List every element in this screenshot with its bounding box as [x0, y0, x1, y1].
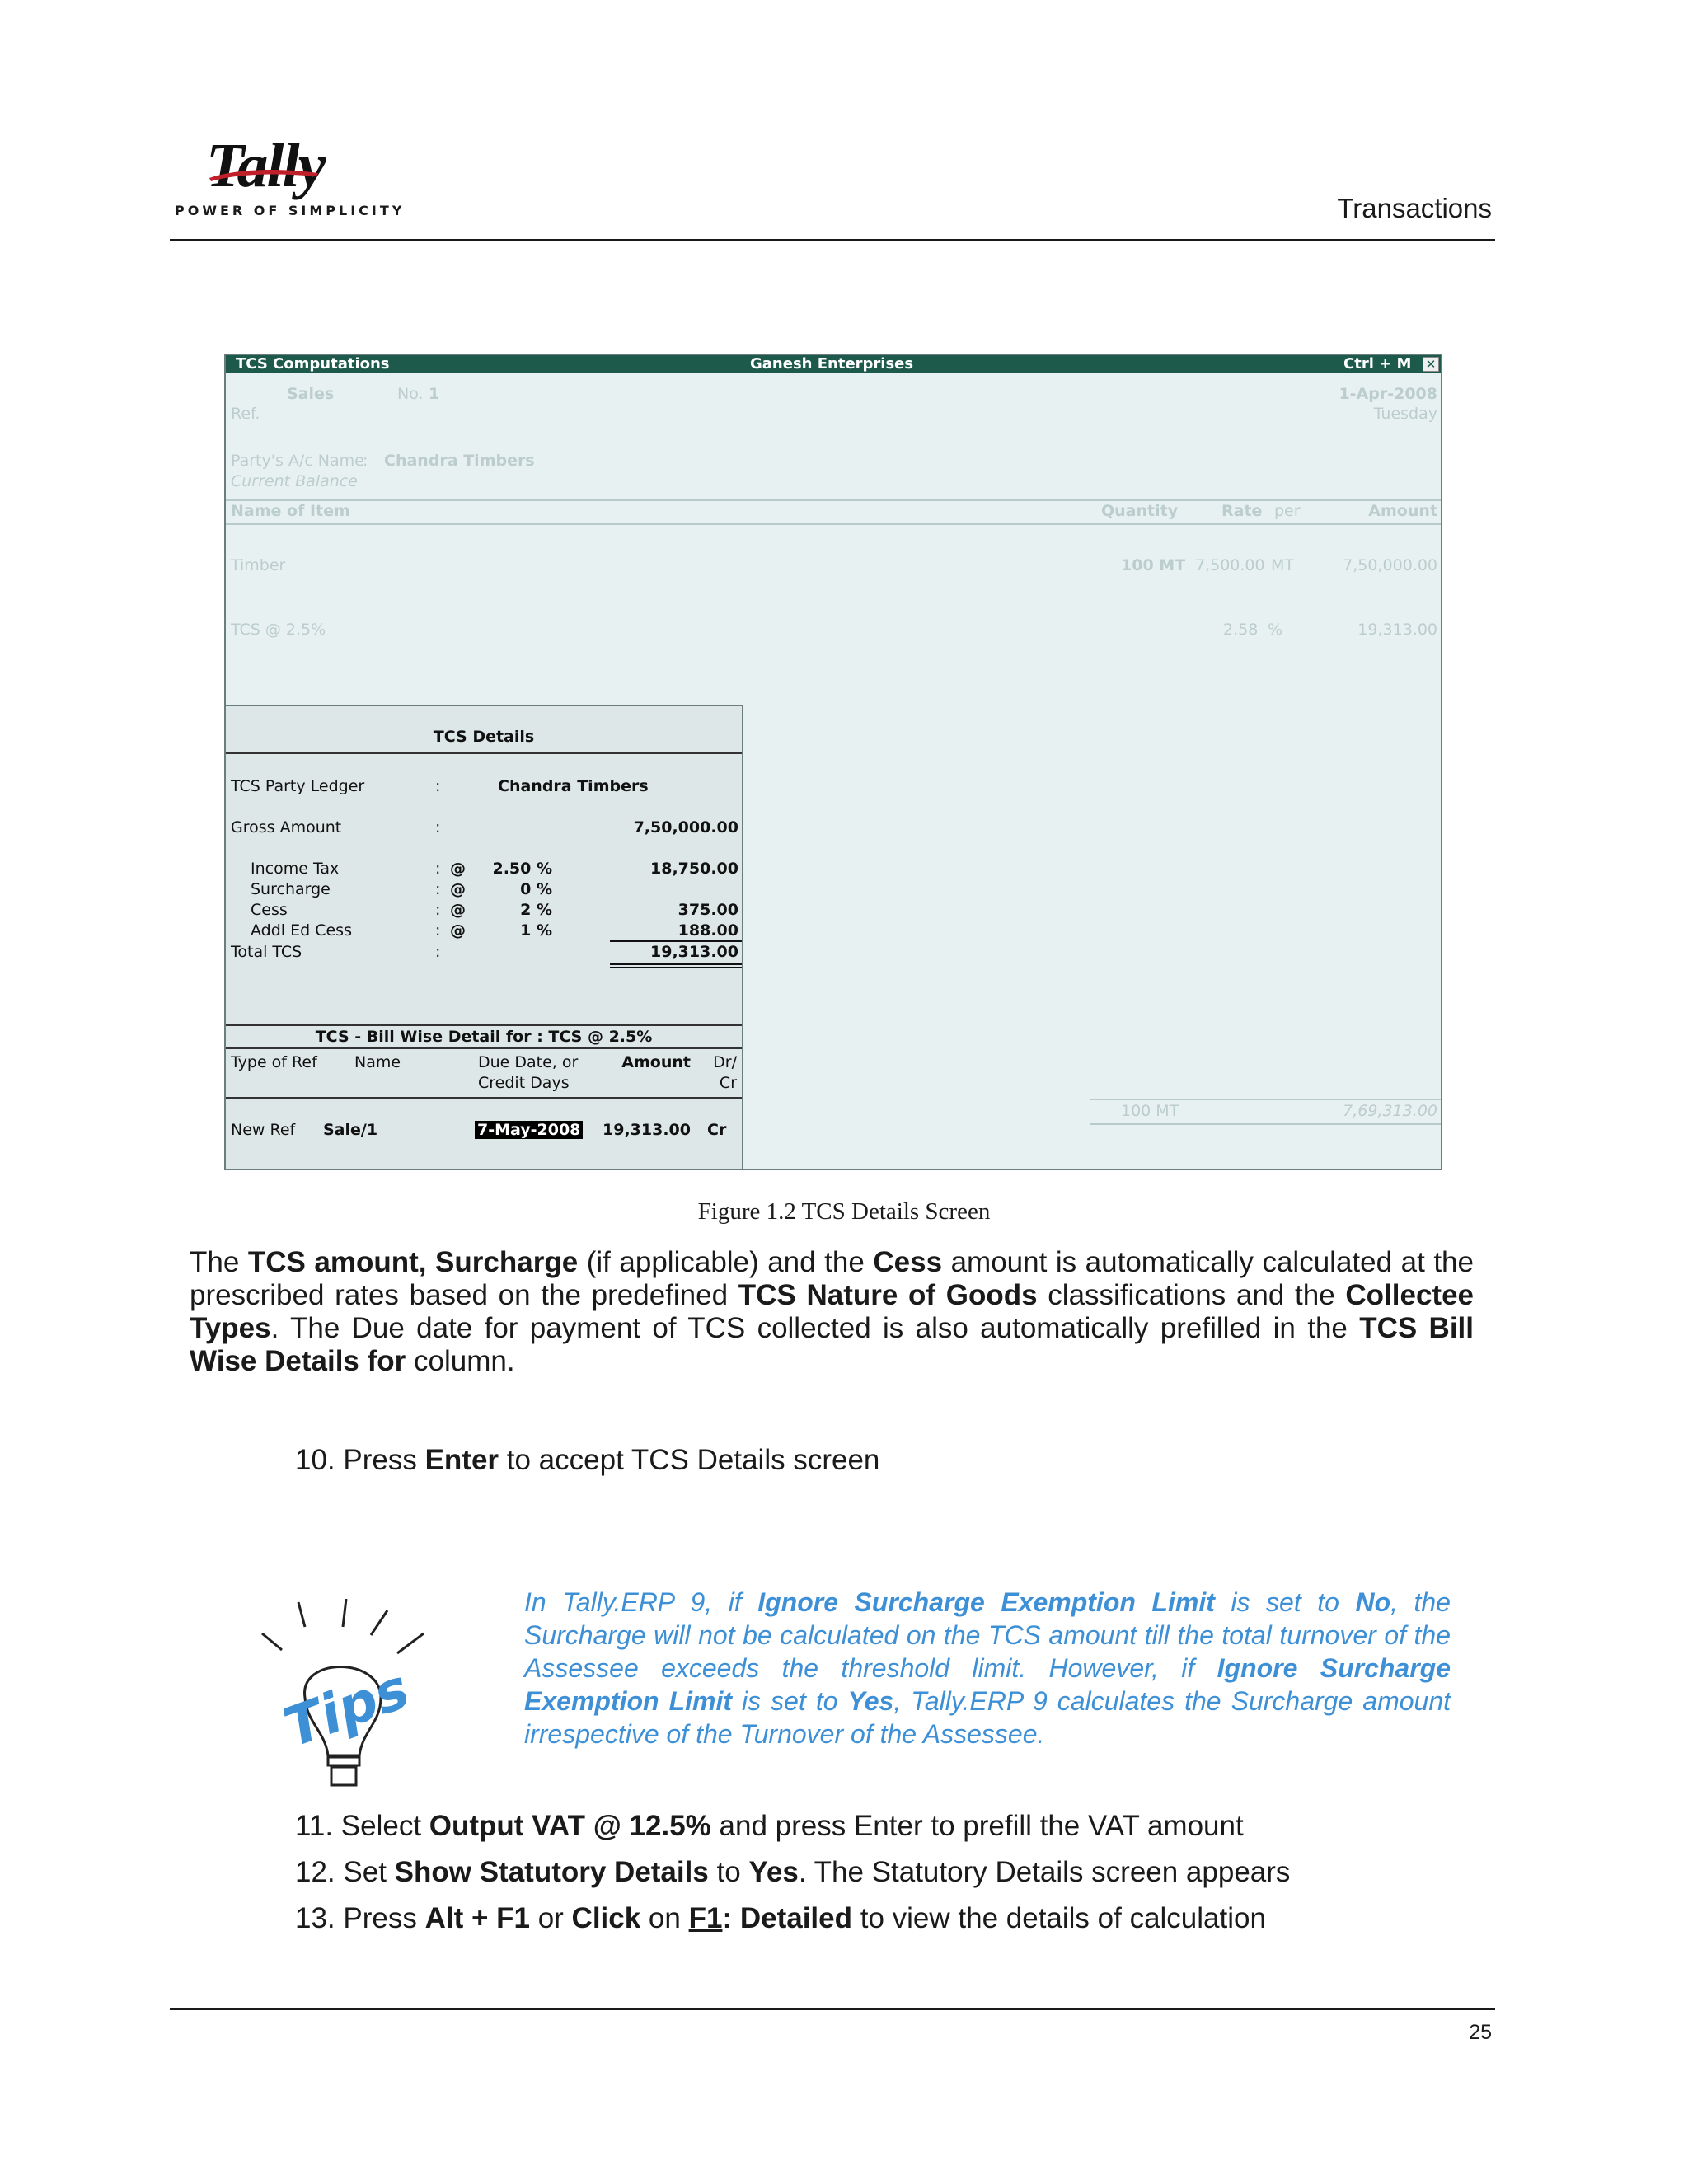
party-ledger-value[interactable]: Chandra Timbers [498, 777, 649, 795]
party-ledger-label: TCS Party Ledger [231, 777, 365, 795]
at-sign: @ [450, 860, 466, 878]
step-12: 12. Set Show Statutory Details to Yes. The Statutory Details screen appears [295, 1856, 1291, 1888]
due-date-input[interactable]: 7-May-2008 [475, 1121, 583, 1139]
at-sign: @ [450, 921, 466, 940]
tally-logo: Tally [206, 131, 325, 200]
at-sign: @ [450, 880, 466, 898]
section-title: Transactions [1337, 193, 1492, 223]
shortcut-label: Ctrl + M [1343, 355, 1412, 373]
tax-line-label: Cess [251, 901, 288, 919]
bill-header-rule [226, 1097, 742, 1099]
voucher-no: 1 [429, 385, 440, 403]
colon: : [435, 777, 441, 795]
step-13: 13. Press Alt + F1 or Click on F1: Detailed to view the details of calculation [295, 1902, 1266, 1934]
voucher-date: 1-Apr-2008 [1339, 385, 1437, 403]
tcs-details-title: TCS Details [433, 728, 535, 746]
tax-line-rate[interactable]: 1 % [520, 921, 552, 940]
row-rate: 7,500.00 [1195, 556, 1265, 574]
row-item: Timber [231, 556, 286, 574]
tax-line-rate[interactable]: 0 % [520, 880, 552, 898]
bill-due-date[interactable] [475, 1121, 583, 1139]
bill-title-bottom-rule [226, 1047, 742, 1049]
total-rule-1 [610, 963, 742, 965]
tax-line-amount: 188.00 [678, 921, 738, 940]
panel-title-rule [226, 752, 742, 754]
bill-wise-title: TCS - Bill Wise Detail for : TCS @ 2.5% [315, 1028, 653, 1046]
company-name: Ganesh Enterprises [750, 355, 914, 373]
gross-amount-value: 7,50,000.00 [633, 818, 738, 837]
total-amount: 7,69,313.00 [1343, 1102, 1437, 1120]
total-tcs-value: 19,313.00 [650, 943, 738, 961]
logo-tagline: POWER OF SIMPLICITY [175, 203, 406, 218]
total-quantity: 100 MT [1121, 1102, 1179, 1120]
at-sign: @ [450, 901, 466, 919]
svg-text:Tips: Tips [275, 1657, 418, 1760]
party-sep: : [363, 452, 368, 470]
row-per: % [1268, 621, 1283, 639]
body-paragraph: The TCS amount, Surcharge (if applicable) and the Cess amount is automatically calculated at the prescribed rates based on the predefined TCS Nature of Goods classifications and the Collectee Types. The Due date for payment of TCS collected is also automatically prefilled in the TCS Bill Wise Details for column. [190, 1246, 1474, 1377]
colon: : [435, 880, 441, 898]
row-amount: 7,50,000.00 [1343, 556, 1437, 574]
bill-title-top-rule [226, 1024, 742, 1026]
col-drcr: Dr/ [713, 1053, 737, 1071]
total-top-rule [1090, 1099, 1441, 1100]
bill-type[interactable]: New Ref [231, 1121, 296, 1139]
row-quantity: 100 MT [1121, 556, 1186, 574]
figure-caption: Figure 1.2 TCS Details Screen [697, 1198, 991, 1225]
colon: : [435, 860, 441, 878]
tax-line-rate[interactable]: 2.50 % [492, 860, 552, 878]
step-11: 11. Select Output VAT @ 12.5% and press Enter to prefill the VAT amount [295, 1810, 1244, 1842]
total-bottom-rule [1090, 1123, 1441, 1125]
logo-swoosh-icon [206, 165, 321, 185]
voucher-day: Tuesday [1373, 405, 1437, 423]
page-number: 25 [1469, 2021, 1492, 2044]
tax-line-label: Surcharge [251, 880, 331, 898]
header-rule [170, 239, 1495, 241]
tips-bulb-icon [257, 1599, 430, 1790]
col-quantity: Quantity [1101, 502, 1179, 520]
total-tcs-label: Total TCS [231, 943, 302, 961]
colon: : [435, 921, 441, 940]
bill-name[interactable]: Sale/1 [323, 1121, 378, 1139]
party-value: Chandra Timbers [384, 452, 535, 470]
table-header-rule [226, 523, 1441, 525]
tally-screenshot [224, 354, 1442, 1170]
table-top-rule [226, 499, 1441, 501]
gross-amount-label: Gross Amount [231, 818, 342, 837]
colon: : [435, 943, 441, 961]
col-type-of-ref: Type of Ref [231, 1053, 317, 1071]
subtotal-rule [610, 940, 742, 942]
tcs-details-panel [226, 705, 743, 1170]
row-rate: 2.58 [1223, 621, 1259, 639]
colon: : [435, 901, 441, 919]
ref-label: Ref. [231, 405, 260, 423]
balance-label: Current Balance [231, 472, 358, 490]
col-rate: Rate [1221, 502, 1263, 520]
party-label: Party's A/c Name [231, 452, 364, 470]
voucher-no-label: No. [397, 385, 424, 403]
tax-line-amount: 375.00 [678, 901, 738, 919]
step-10: 10. Press Enter to accept TCS Details screen [295, 1444, 880, 1476]
screen-titlebar [226, 355, 1441, 373]
total-rule-2 [610, 967, 742, 968]
tax-line-amount: 18,750.00 [650, 860, 738, 878]
col-amount: Amount [1368, 502, 1437, 520]
row-per: MT [1271, 556, 1294, 574]
tips-text: In Tally.ERP 9, if Ignore Surcharge Exemption Limit is set to No, the Surcharge will not be calculated on the TCS amount till the total turnover of the Assessee exceeds the threshold limit. However, if Ignore Surcharge Exemption Limit is set to Yes, Tally.ERP 9 calculates the Surcharge amount irrespective of the Turnover of the Assessee. [524, 1587, 1451, 1749]
tax-line-rate[interactable]: 2 % [520, 901, 552, 919]
footer-rule [170, 2008, 1495, 2010]
col-per: per [1274, 502, 1301, 520]
close-icon[interactable]: ✕ [1423, 357, 1439, 372]
bill-drcr[interactable]: Cr [707, 1121, 727, 1139]
col-item: Name of Item [231, 502, 350, 520]
tax-line-label: Income Tax [251, 860, 340, 878]
col-name: Name [354, 1053, 401, 1071]
col-credit-days: Credit Days [478, 1074, 570, 1092]
voucher-type: Sales [287, 385, 335, 403]
tax-line-label: Addl Ed Cess [251, 921, 352, 940]
col-due-date: Due Date, or [478, 1053, 579, 1071]
colon: : [435, 818, 441, 837]
bill-amount[interactable]: 19,313.00 [603, 1121, 691, 1139]
row-item: TCS @ 2.5% [231, 621, 326, 639]
col-amount: Amount [621, 1053, 691, 1071]
col-drcr-2: Cr [719, 1074, 737, 1092]
row-amount: 19,313.00 [1357, 621, 1437, 639]
screen-title: TCS Computations [236, 355, 390, 373]
